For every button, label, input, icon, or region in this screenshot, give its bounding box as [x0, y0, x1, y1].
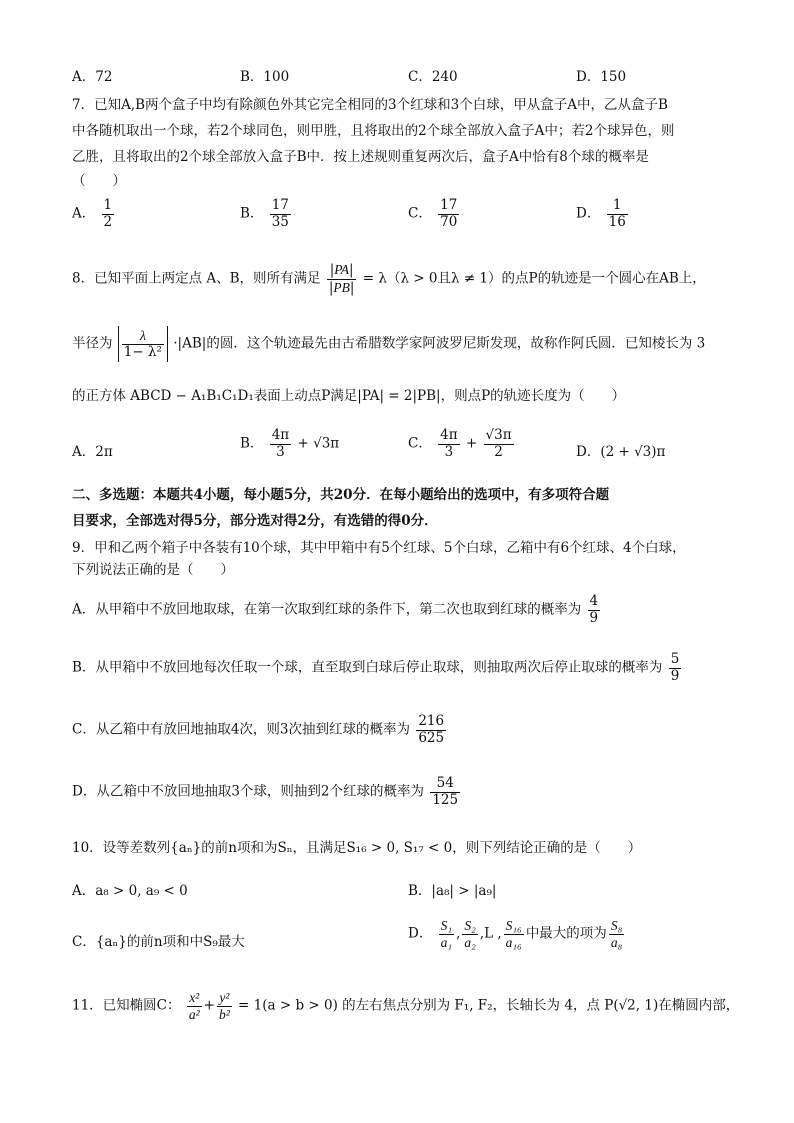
q7-line-1: 7．已知A,B两个盒子中均有除颜色外其它完全相同的3个红球和3个白球，甲从盒子A中，乙从盒子B — [72, 97, 668, 113]
q8-option-c: C． $\frac{4\pi}{3}$ + $\frac{√3\pi}{2}$ — [408, 427, 512, 460]
q8-option-d: D．(2 + √3)π — [576, 444, 666, 460]
q8-line-1: 8．已知平面上两定点 A、B，则所有满足 $\frac{|PA|}{|PB|}$ = λ（λ > 0且λ ≠ 1）的点P的轨迹是一个圆心在AB上， — [72, 262, 706, 296]
q9-line-2: 下列说法正确的是（ ） — [72, 562, 234, 578]
q7-line-2: 中各随机取出一个球，若2个球同色，则甲胜，且将取出的2个球全部放入盒子A中；若2个球异色，则 — [72, 123, 675, 139]
fraction: $\frac{1}{16}$ — [608, 197, 626, 230]
section-2-heading-line-2: 目要求，全部选对得5分，部分选对得2分，有选错的得0分． — [72, 513, 438, 529]
radius-fraction: $\frac{\lambda}{\text{1− λ²}}$ — [123, 327, 162, 360]
fraction: $\frac{17}{35}$ — [271, 197, 289, 230]
q8-line-3: 的正方体 ABCD − A₁B₁C₁D₁表面上动点P满足|PA| = 2|PB|，则点P的轨迹长度为（ ） — [72, 388, 626, 404]
q6-option-d: D．150 — [576, 69, 627, 85]
fraction: $\frac{17}{70}$ — [440, 197, 458, 230]
q7-line-3: 乙胜，且将取出的2个球全部放入盒子B中．按上述规则重复两次后，盒子A中恰有8个球的概率是 — [72, 149, 649, 165]
q6-option-c: C．240 — [408, 69, 458, 85]
q9-line-1: 9．甲和乙两个箱子中各装有10个球，其中甲箱中有5个红球、5个白球，乙箱中有6个红球、4个白球， — [72, 540, 686, 556]
q9-option-a: A．从甲箱中不放回地取球，在第一次取到红球的条件下，第二次也取到红球的概率为 $\frac{4}{9}$ — [72, 593, 599, 626]
q6-option-b: B．100 — [240, 69, 290, 85]
fraction: $\frac{1}{2}$ — [103, 197, 113, 230]
q8-line-2: 半径为 $\frac{\lambda}{\text{1− λ²}}$ ·|AB|的圆．这个轨迹最先由古希腊数学家阿波罗尼斯发现，故称作阿氏圆．已知棱长为 3 — [72, 326, 705, 362]
q9-option-c: C．从乙箱中有放回地抽取4次，则3次抽到红球的概率为 $\frac{216}{625}$ — [72, 713, 445, 746]
q7-option-a — [72, 198, 116, 230]
q7-line-4: （ ） — [72, 173, 126, 189]
q7-option-d — [576, 198, 630, 230]
q9-option-d: D．从乙箱中不放回地抽取3个球，则抽到2个红球的概率为 $\frac{54}{125}$ — [72, 775, 459, 808]
option-label: B． — [240, 205, 264, 222]
section-2-heading-line-1: 二、多选题：本题共4小题，每小题5分，共20分．在每小题给出的选项中，有多项符合题 — [72, 487, 610, 503]
option-label: C． — [408, 205, 432, 222]
option-label: D． — [576, 205, 601, 222]
q10-stem: 10．设等差数列{aₙ}的前n项和为Sₙ，且满足S₁₆ > 0, S₁₇ < 0，则下列结论正确的是（ ） — [72, 840, 642, 856]
option-label: A． — [72, 205, 96, 222]
q10-option-a: A．a₈ > 0, a₉ < 0 — [72, 883, 188, 899]
q11-line-1: 11．已知椭圆C： $\frac{\text{x²}}{\text{a²}}$ + $\frac{\text{y²}}{\text{b²}}$ = 1(a > b > 0) 的左右焦点分别为 F₁, F₂，长轴长为 4，点 P(√2, 1)在椭圆内部， — [72, 990, 740, 1022]
q10-option-d: D． $\frac{\text{S₁}}{\text{a₁}}$ , $\frac{\text{S₂}}{\text{a₂}}$ ,L , $\frac{\text{S₁₆}}{\text{a₁₆}}$ 中最大的项为 $\frac{\text{S₈}}{\text{a₈}}$ — [408, 918, 623, 950]
q7-option-b — [240, 198, 293, 230]
q8-option-a: A．2π — [72, 444, 113, 460]
q6-option-a: A．72 — [72, 69, 113, 85]
q10-option-b: B．|a₈| > |a₉| — [408, 883, 497, 899]
q8-option-b: B． $\frac{4\pi}{3}$ + √3π — [240, 427, 340, 460]
q10-option-c: C．{aₙ}的前n项和中S₉最大 — [72, 934, 245, 950]
q9-option-b: B．从甲箱中不放回地每次任取一个球，直至取到白球后停止取球，则抽取两次后停止取球的概率为 $\frac{5}{9}$ — [72, 651, 680, 684]
q7-option-c — [408, 198, 461, 230]
ratio-fraction: $\frac{|PA|}{|PB|}$ — [328, 262, 355, 296]
